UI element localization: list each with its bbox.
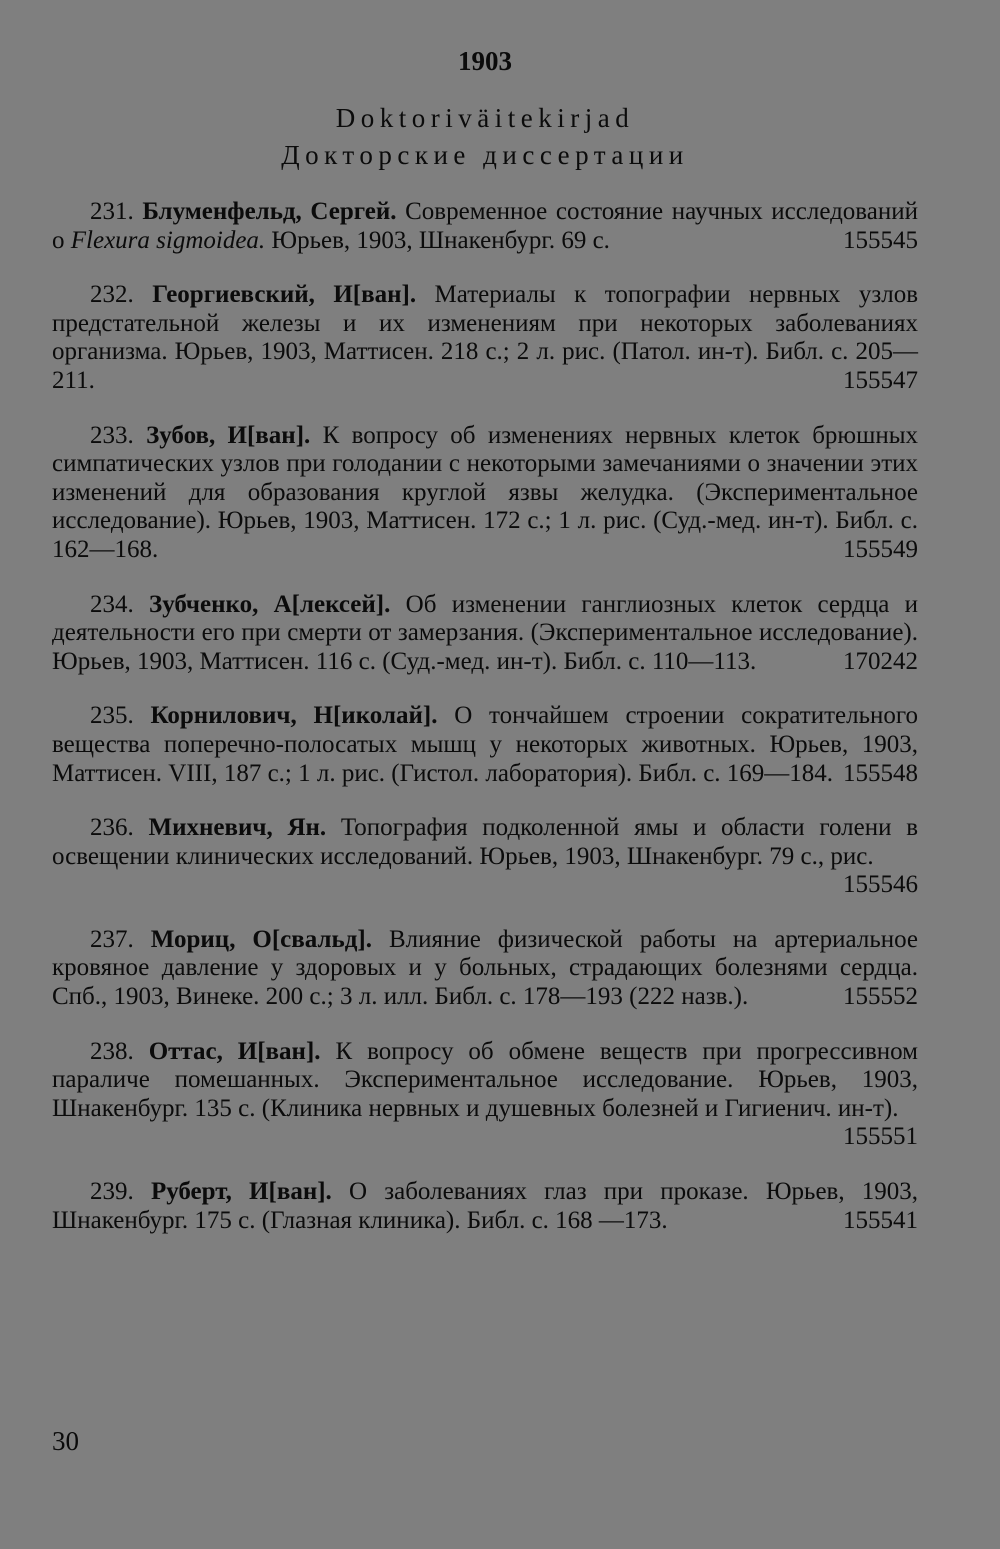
bibliography-entry bbox=[52, 281, 918, 395]
entry-code: 155548 bbox=[843, 759, 918, 787]
bibliography-entry bbox=[52, 198, 918, 255]
entry-author: Блуменфельд, Сергей. bbox=[142, 198, 397, 225]
entry-code: 155551 bbox=[843, 1123, 918, 1151]
entry-code: 155552 bbox=[843, 983, 918, 1011]
entry-number: 239. bbox=[90, 1178, 134, 1206]
bibliography-entry bbox=[52, 1038, 918, 1152]
entry-author: Корнилович, Н[иколай]. bbox=[150, 702, 438, 730]
entry-number: 234. bbox=[90, 590, 134, 618]
page-year-heading: 1903 bbox=[458, 46, 512, 76]
entry-text: О заболеваниях глаз при проказе. Юрьев, 1903, Шнакенбург. 175 с. (Глазная клиника). Библ. с. 168 —173. bbox=[52, 1178, 919, 1234]
entry-text: О тончайшем строении сократительного вещества поперечно-полосатых мышц у некоторых животных. Юрьев, 1903, Маттисен. VIII, 187 с.; 1 л. рис. (Гистол. лаборатория). Библ. с. 169—184. bbox=[52, 702, 919, 787]
entry-author: Георгиевский, И[ван]. bbox=[152, 281, 417, 309]
entry-code: 155546 bbox=[843, 871, 918, 899]
page-number: 30 bbox=[52, 1426, 79, 1456]
entry-text: К вопросу об изменениях нервных клеток брюшных симпатических узлов при голодании с некоторыми замечаниями о значении этих изменений для образования круглой язвы желудка. (Экспериментальное исследование). Юрьев, 1903, Маттисен. 172 с.; 1 л. рис. (Суд.-мед. ин-т). Библ. с. 162—168. bbox=[52, 421, 919, 563]
entry-text: Влияние физической работы на артериальное кровяное давление у здоровых и у больных, страдающих болезнями сердца. Спб., 1903, Винеке. 200 с.; 3 л. илл. Библ. с. 178—193 (222 назв.). bbox=[52, 925, 919, 1011]
entry-code: 155545 bbox=[843, 226, 918, 254]
entry-number: 236. bbox=[90, 814, 134, 842]
entry-author: Зубченко, А[лексей]. bbox=[149, 590, 391, 618]
bibliography-entry bbox=[52, 702, 918, 788]
entry-code: 155541 bbox=[843, 1206, 918, 1234]
entry-text-after: Юрьев, 1903, Шнакенбург. 69 с. bbox=[271, 226, 610, 254]
entry-text: Топография подколенной ямы и области голени в освещении клинических исследований. Юрьев, 1903, Шнакенбург. 79 с., рис. bbox=[52, 814, 918, 870]
bibliography-list bbox=[52, 198, 918, 1261]
document-page bbox=[52, 0, 918, 1549]
entry-author: Михневич, Ян. bbox=[148, 814, 327, 842]
entry-number: 235. bbox=[90, 702, 134, 730]
bibliography-entry bbox=[52, 422, 918, 565]
entry-text: К вопросу об обмене веществ при прогрессивном параличе помешанных. Экспериментальное исследование. Юрьев, 1903, Шнакенбург. 135 с. (Клиника нервных и душевных болезней и Гигиенич. ин-т). bbox=[52, 1037, 918, 1122]
entry-number: 233. bbox=[90, 421, 134, 449]
entry-text: Современное состояние научных исследований о bbox=[52, 198, 919, 254]
entry-code: 170242 bbox=[843, 647, 918, 675]
entry-number: 232. bbox=[90, 281, 134, 309]
entry-author: Мориц, О[свальд]. bbox=[150, 925, 372, 953]
bibliography-entry bbox=[52, 814, 918, 900]
entry-number: 231. bbox=[90, 198, 134, 225]
entry-author: Зубов, И[ван]. bbox=[146, 421, 311, 449]
entry-code: 155547 bbox=[843, 366, 918, 394]
entry-author: Руберт, И[ван]. bbox=[150, 1178, 332, 1206]
bibliography-entry bbox=[52, 926, 918, 1012]
entry-text: Материалы к топографии нервных узлов предстательной железы и их изменениям при некоторых заболеваниях организма. Юрьев, 1903, Маттисен. 218 с.; 2 л. рис. (Патол. ин-т). Библ. с. 205—211. bbox=[52, 281, 918, 394]
section-title-russian: Докторские диссертации bbox=[281, 140, 689, 170]
entry-number: 238. bbox=[90, 1037, 134, 1065]
entry-number: 237. bbox=[90, 925, 134, 953]
bibliography-entry bbox=[52, 1178, 918, 1235]
entry-author: Оттас, И[ван]. bbox=[148, 1037, 321, 1065]
entry-italic-term: Flexura sigmoidea. bbox=[70, 226, 266, 254]
entry-text: Об изменении ганглиозных клеток сердца и деятельности его при смерти от замерзания. (Экспериментальное исследование). Юрьев, 1903, Маттисен. 116 с. (Суд.-мед. ин-т). Библ. с. 110—113. bbox=[52, 590, 918, 675]
section-title-estonian: Doktoriväitekirjad bbox=[335, 103, 635, 133]
entry-code: 155549 bbox=[843, 535, 918, 563]
bibliography-entry bbox=[52, 591, 918, 677]
